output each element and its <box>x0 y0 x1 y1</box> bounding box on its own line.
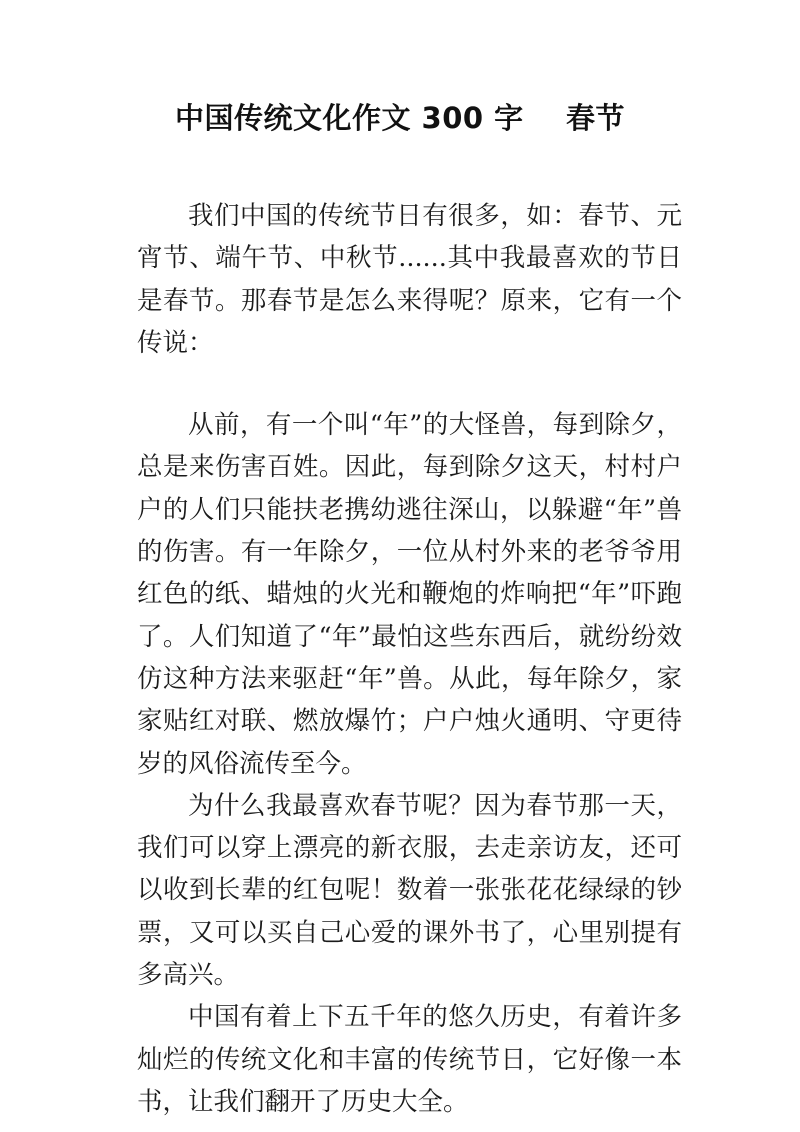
paragraph-legend: 从前，有一个叫“年”的大怪兽，每到除夕，总是来伤害百姓。因此，每到除夕这天，村村户户的人们只能扶老携幼逃往深山，以躲避“年”兽的伤害。有一年除夕，一位从村外来的老爷爷用红色的纸、蜡烛的火光和鞭炮的炸响把“年”吓跑了。人们知道了“年”最怕这些东西后，就纷纷效仿这种方法来驱赶“年”兽。从此，每年除夕，家家贴红对联、燃放爆竹；户户烛火通明、守更待岁的风俗流传至今。 <box>137 410 682 779</box>
document-body <box>137 195 682 1123</box>
paragraph-why-favorite: 为什么我最喜欢春节呢？因为春节那一天，我们可以穿上漂亮的新衣服，去走亲访友，还可以收到长辈的红包呢！数着一张张花花绿绿的钞票，又可以买自己心爱的课外书了，心里别提有多高兴。 <box>137 790 682 991</box>
paragraph-conclusion: 中国有着上下五千年的悠久历史，有着许多灿烂的传统文化和丰富的传统节日，它好像一本书，让我们翻开了历史大全。 <box>137 1002 682 1117</box>
paragraph-intro: 我们中国的传统节日有很多，如：春节、元宵节、端午节、中秋节......其中我最喜欢的节日是春节。那春节是怎么来得呢？原来，它有一个传说： <box>137 201 682 358</box>
document-title: 中国传统文化作文 300 字 春节 <box>174 101 626 135</box>
